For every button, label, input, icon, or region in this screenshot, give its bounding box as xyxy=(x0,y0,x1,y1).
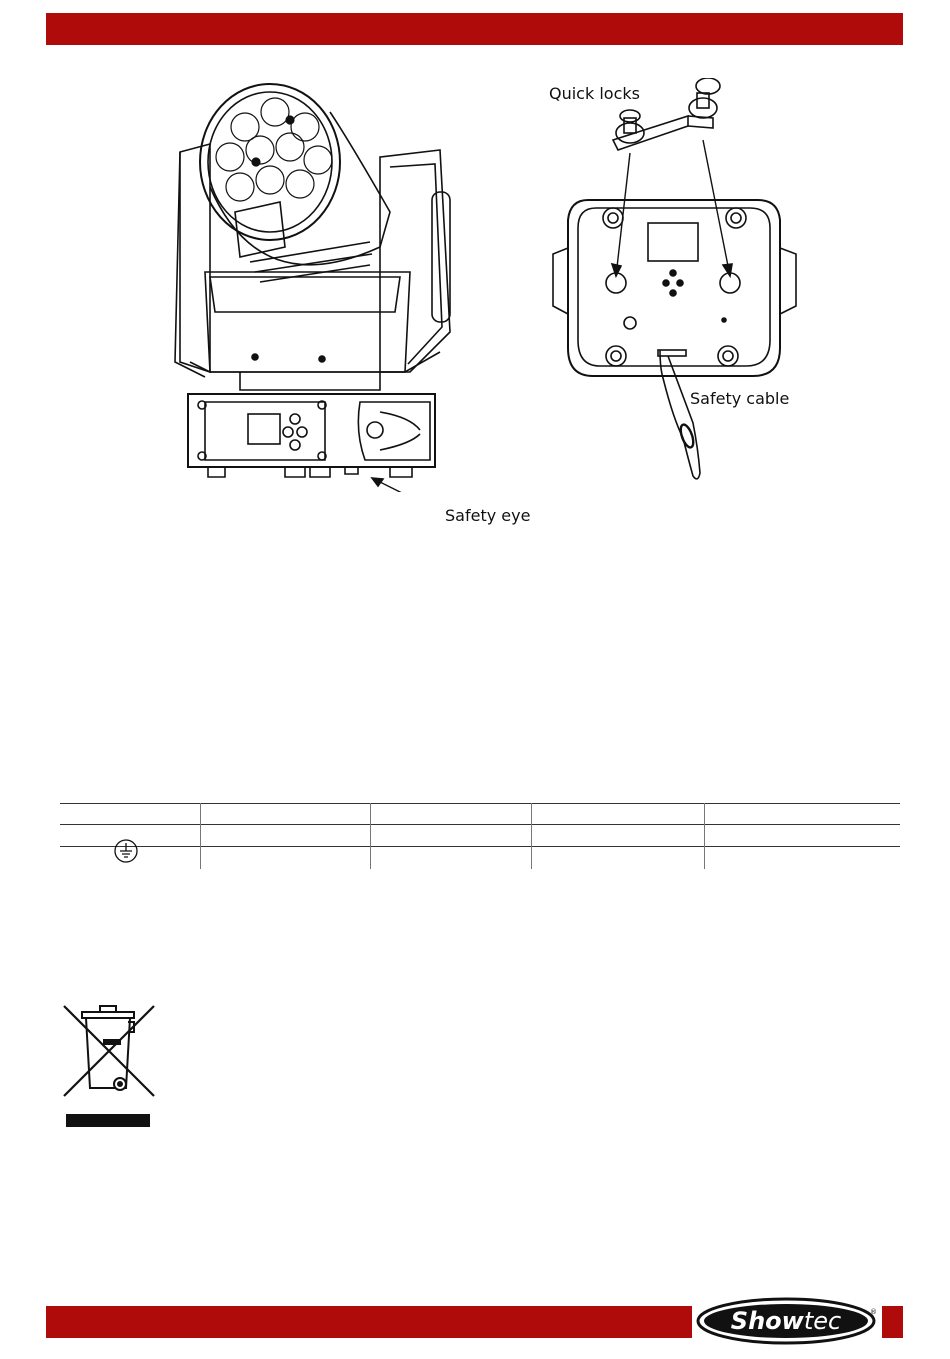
safety-cable-callout: Safety cable xyxy=(690,389,790,408)
table-rule-middle xyxy=(60,824,900,825)
svg-text:®: ® xyxy=(870,1308,877,1316)
safety-eye-callout: Safety eye xyxy=(445,506,531,525)
svg-text:Showtec: Showtec xyxy=(730,1307,842,1335)
table-rule-bottom xyxy=(60,846,900,847)
footer-bar-end xyxy=(882,1306,903,1338)
crossed-out-wheelie-bin-icon xyxy=(58,1000,158,1128)
header-bar xyxy=(46,13,903,45)
moving-head-illustration xyxy=(150,72,510,492)
quick-locks-callout: Quick locks xyxy=(549,84,640,103)
table-column-divider xyxy=(200,803,201,869)
table-column-divider xyxy=(370,803,371,869)
protective-earth-icon xyxy=(113,838,139,864)
table-column-divider xyxy=(531,803,532,869)
table-column-divider xyxy=(704,803,705,869)
showtec-logo xyxy=(694,1296,882,1346)
table-rule-top xyxy=(60,803,900,804)
footer-bar xyxy=(46,1306,692,1338)
bottom-view-illustration xyxy=(548,78,808,488)
